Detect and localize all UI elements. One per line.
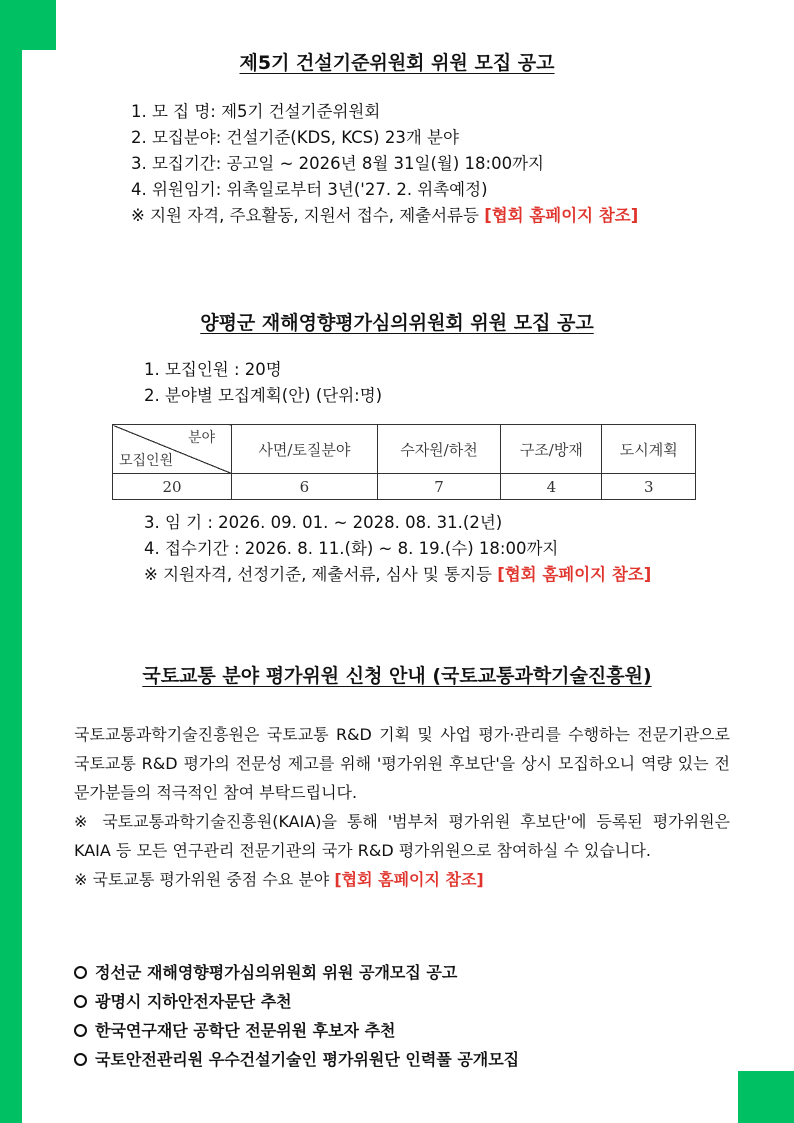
section2-details-top [144,357,382,409]
circle-bullet-icon [74,1024,87,1037]
table-header-cell: 수자원/하천 [377,425,501,474]
section1-line: 1. 모 집 명: 제5기 건설기준위원회 [131,102,381,121]
list-item[interactable] [74,958,519,987]
table-cell: 4 [501,474,602,500]
section1-line: 4. 위원임기: 위촉일로부터 3년('27. 2. 위촉예정) [131,180,488,199]
section1-line: 2. 모집분야: 건설기준(KDS, KCS) 23개 분야 [131,128,459,147]
list-item[interactable] [74,1016,519,1045]
table-cell: 6 [232,474,378,500]
table-header-cell: 구조/방재 [501,425,602,474]
section2-line: 4. 접수기간 : 2026. 8. 11.(화) ~ 8. 19.(수) 18:00까지 [144,539,559,558]
recruitment-table [112,424,696,500]
table-cell: 3 [602,474,696,500]
section2-line: 1. 모집인원 : 20명 [144,360,282,379]
section2-line: 2. 분야별 모집계획(안) (단위:명) [144,386,383,405]
list-item[interactable] [74,1045,519,1074]
section1-homepage-ref[interactable]: [협회 홈페이지 참조] [484,206,639,225]
section3-paragraph: ※ 국토교통과학기술진흥원(KAIA)을 통해 '범부처 평가위원 후보단'에 등록된 평가위원은 KAIA 등 모든 연구관리 전문기관의 국가 R&D 평가위원으로 참여하실 수 있습니다. [74,812,730,860]
section2-homepage-ref[interactable]: [협회 홈페이지 참조] [497,565,652,584]
corner-label-count: 모집인원 [119,453,174,469]
section2-note-text: ※ 지원자격, 선정기준, 제출서류, 심사 및 통지등 [144,565,498,584]
section2-line: 3. 임 기 : 2026. 09. 01. ~ 2028. 08. 31.(2년) [144,513,503,532]
list-item-label: 국토안전관리원 우수건설기술인 평가위원단 인력풀 공개모집 [95,1050,520,1069]
table-cell: 20 [113,474,232,500]
section3-note-text: ※ 국토교통 평가위원 중점 수요 분야 [74,870,335,889]
accent-block-bottom-right [738,1071,794,1123]
circle-bullet-icon [74,995,87,1008]
section1-details [131,99,638,229]
table-cell: 7 [377,474,501,500]
section3-homepage-ref[interactable]: [협회 홈페이지 참조] [334,870,484,889]
table-header-cell: 도시계획 [602,425,696,474]
section2-title: 양평군 재해영향평가심의위원회 위원 모집 공고 [200,312,594,334]
circle-bullet-icon [74,966,87,979]
section1-note-text: ※ 지원 자격, 주요활동, 지원서 접수, 제출서류등 [131,206,485,225]
section3-note [74,865,730,894]
list-item-label: 광명시 지하안전자문단 추천 [95,992,292,1011]
section2-details-bottom [144,510,651,588]
section1-title: 제5기 건설기준위원회 위원 모집 공고 [239,52,555,74]
section1-note [131,203,638,229]
section3-body [74,720,730,894]
table-row [113,474,696,500]
table-header-cell: 사면/토질분야 [232,425,378,474]
table-header-row [113,425,696,474]
section3-paragraph: 국토교통과학기술진흥원은 국토교통 R&D 기획 및 사업 평가·관리를 수행하는 전문기관으로 국토교통 R&D 평가의 전문성 제고를 위해 '평가위원 후보단'을 상시 모집하오니 역량 있는 전문가분들의 적극적인 참여 부탁드립니다. [74,725,730,802]
corner-label-field: 분야 [187,430,215,446]
announcement-list [74,958,519,1074]
table-corner-cell [113,425,232,474]
list-item-label: 정선군 재해영향평가심의위원회 위원 공개모집 공고 [95,963,458,982]
section1-line: 3. 모집기간: 공고일 ~ 2026년 8월 31일(월) 18:00까지 [131,154,544,173]
section2-note [144,562,651,588]
list-item-label: 한국연구재단 공학단 전문위원 후보자 추천 [95,1021,396,1040]
circle-bullet-icon [74,1053,87,1066]
section3-title: 국토교통 분야 평가위원 신청 안내 (국토교통과학기술진흥원) [142,665,652,687]
accent-bar-left [0,0,22,1123]
list-item[interactable] [74,987,519,1016]
